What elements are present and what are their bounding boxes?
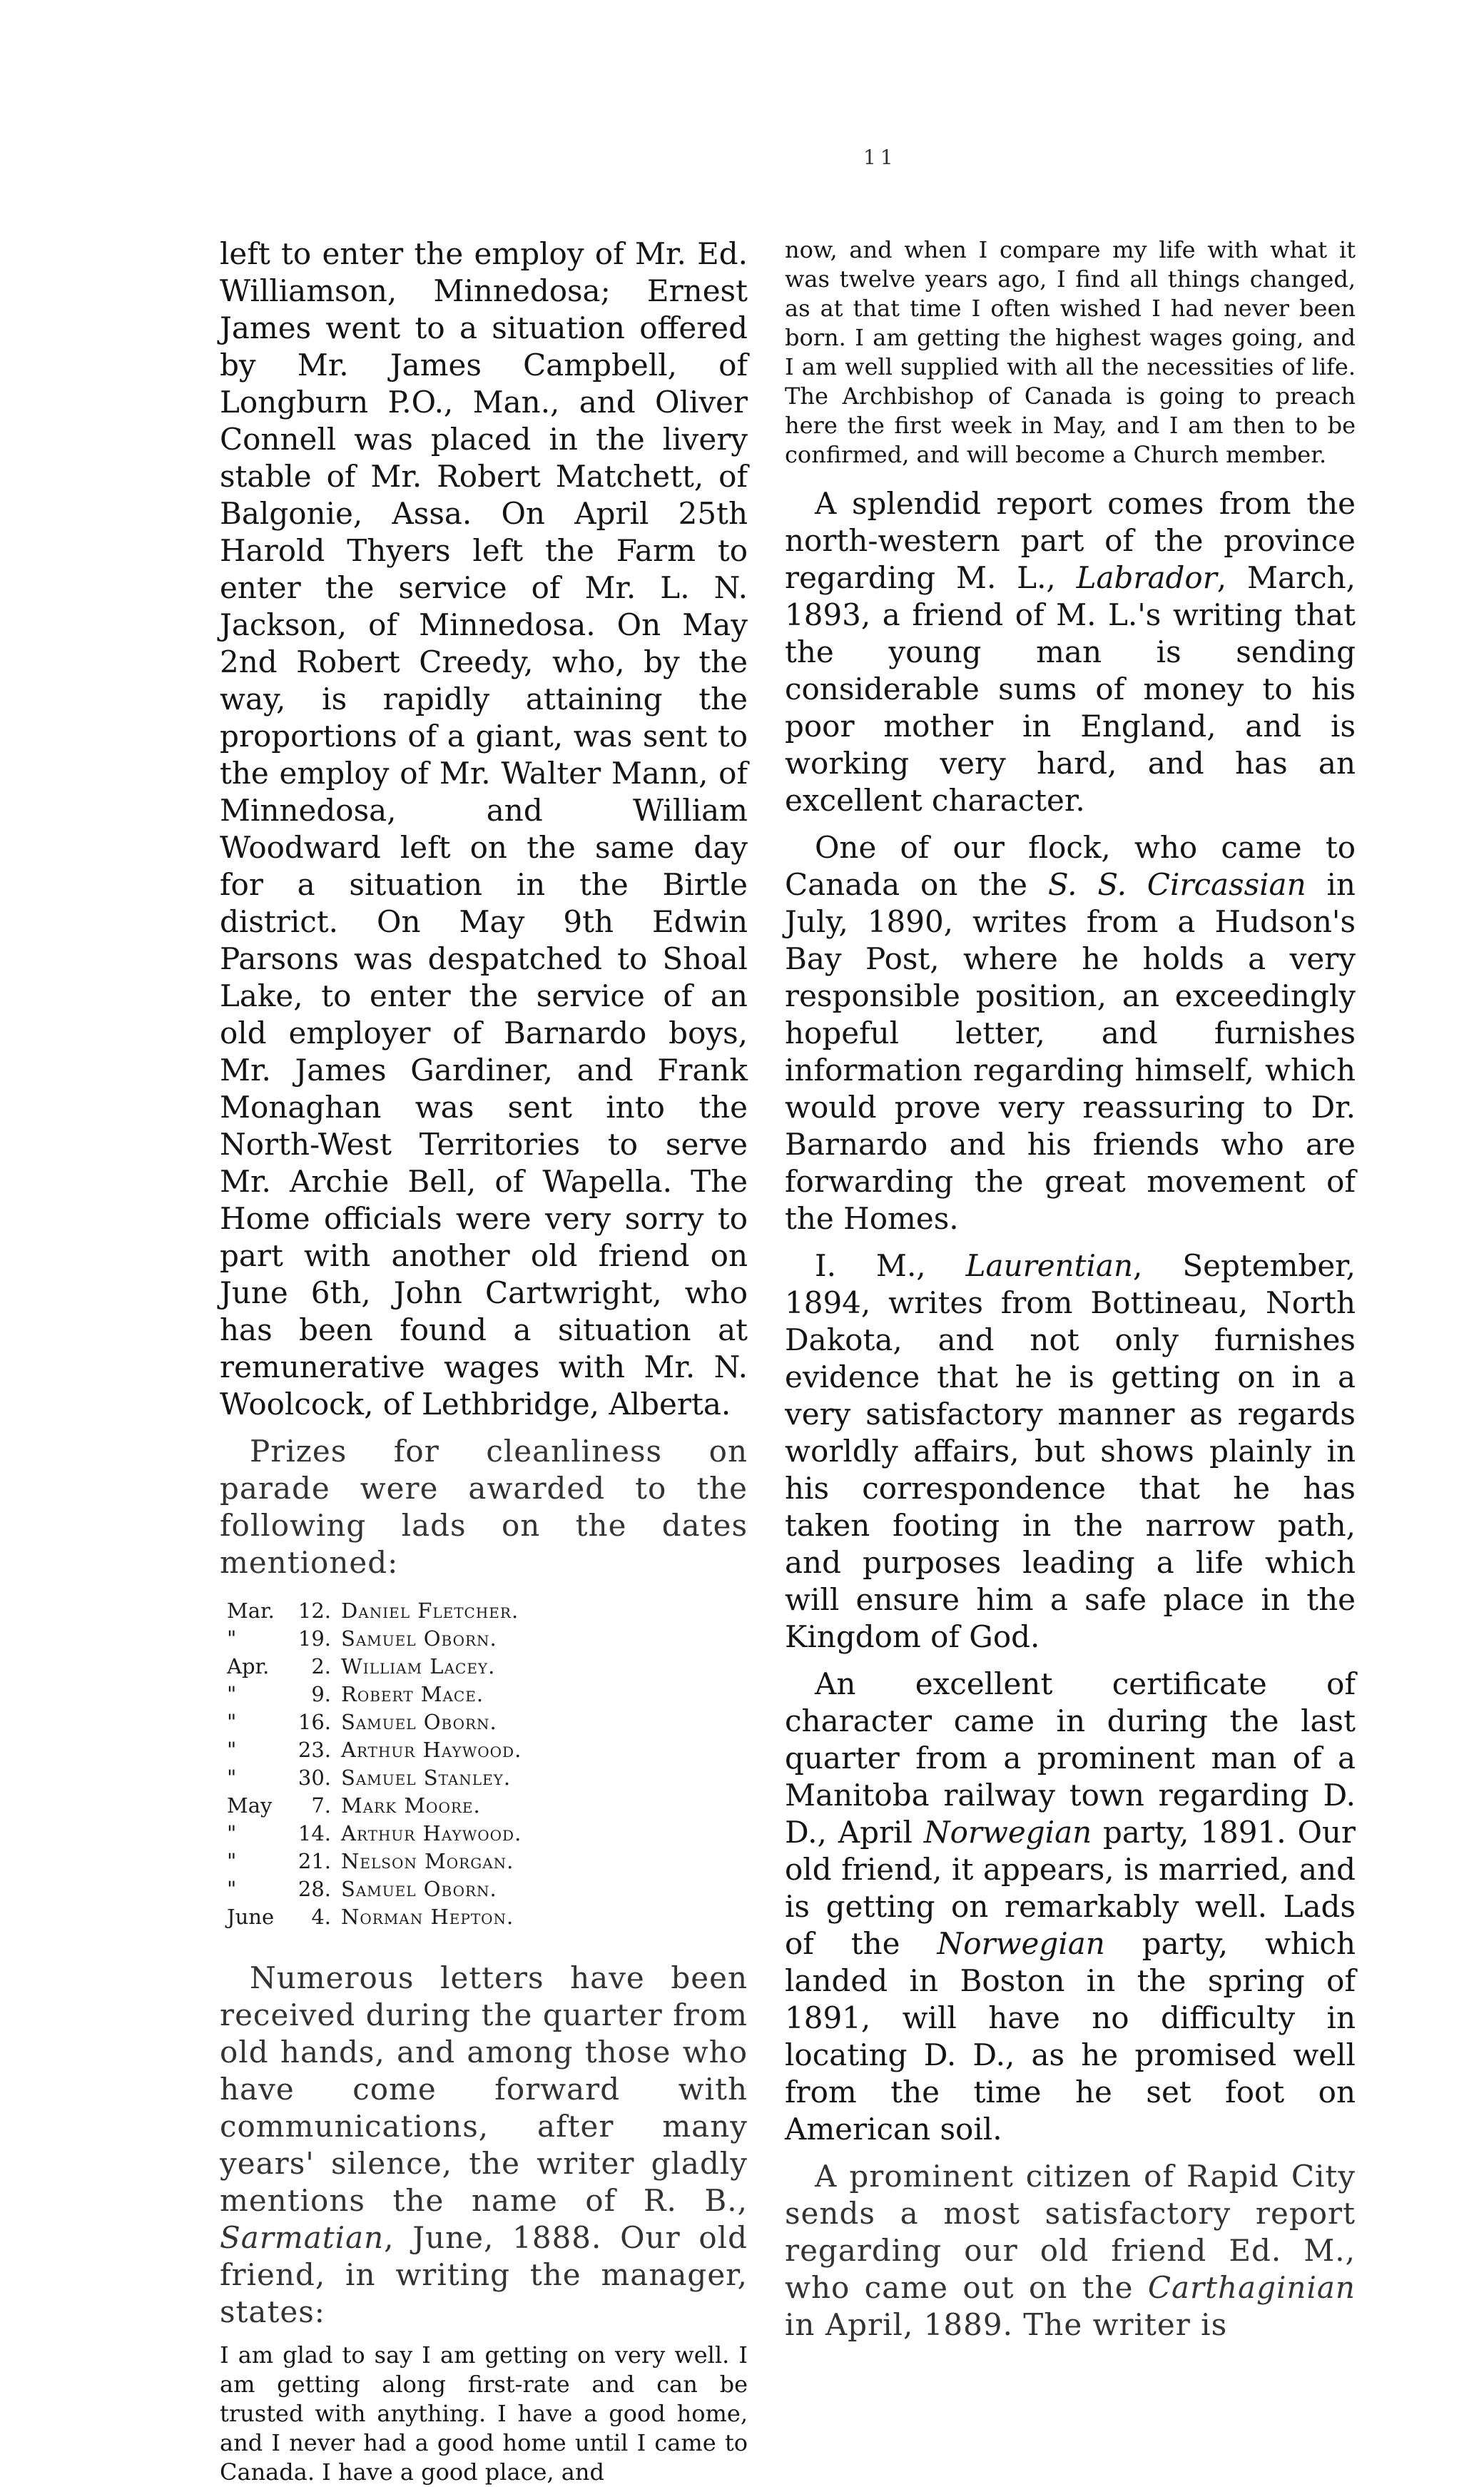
prize-row (227, 1681, 522, 1708)
right-paragraph-laurentian (785, 1247, 1356, 1656)
prize-month: June (227, 1905, 275, 1929)
text: in July, 1890, writes from a Hudson's Bay Post, where he holds a very responsible position, an exceedingly hopeful letter, and furnishes information regarding himself, which would prove very reassuring to Dr. Barnardo and his friends who are forwarding the great movement of the Homes. (785, 867, 1356, 1236)
prize-month: " (227, 1710, 237, 1734)
ship-name: Labrador (1076, 560, 1217, 595)
prize-row (227, 1875, 522, 1903)
prize-list (227, 1597, 522, 1931)
prize-month: " (227, 1766, 237, 1790)
ship-name: Laurentian (965, 1248, 1134, 1283)
text: A prominent citizen of Rapid City sends a most satisfactory report regarding our old friend Ed. M., who came out on the (785, 2159, 1356, 2305)
page-number: 11 (863, 146, 898, 169)
prize-row (227, 1625, 522, 1653)
prize-month: " (227, 1877, 237, 1901)
prize-name: Samuel Stanley. (341, 1766, 512, 1790)
letters-text-b: , June, 1888. Our old friend, in writing the manager, states: (220, 2220, 748, 2329)
prize-name: Norman Hepton. (341, 1905, 514, 1929)
prize-day: 28. (298, 1877, 331, 1901)
text: party, 1891. Our old friend, it appears, is married, and is getting on remarkably well. Lads of the (785, 1815, 1356, 1961)
prize-month: May (227, 1793, 273, 1818)
ship-name: Carthaginian (1147, 2270, 1356, 2305)
ship-name: Norwegian (937, 1926, 1105, 1961)
prize-name: Samuel Oborn. (341, 1626, 497, 1651)
prize-day: 2. (311, 1654, 331, 1678)
right-paragraph-labrador (785, 485, 1356, 819)
text: , March, 1893, a friend of M. L.'s writing that the young man is sending considerable sums of money to his poor mother in England, and is working very hard, and has an excellent character. (785, 560, 1356, 818)
prize-name: Samuel Oborn. (341, 1710, 497, 1734)
right-paragraph-carthaginian (785, 2158, 1356, 2344)
text: One of our flock, who came to Canada on the (785, 830, 1356, 902)
right-paragraph-norwegian (785, 1666, 1356, 2148)
prizes-intro-paragraph: Prizes for cleanliness on parade were awarded to the following lads on the dates mentioned: (220, 1434, 748, 1580)
prize-month: Apr. (227, 1654, 270, 1678)
prize-month: " (227, 1682, 237, 1706)
right-column (785, 235, 1356, 2354)
letters-text-a: Numerous letters have been received during the quarter from old hands, and among those who have come forward with communications, after many years' silence, the writer gladly mentions the name of R. B., (220, 1960, 748, 2218)
prize-name: Robert Mace. (341, 1682, 484, 1706)
prize-name: Daniel Fletcher. (341, 1599, 519, 1623)
prize-month: " (227, 1821, 237, 1845)
prize-name: Arthur Haywood. (341, 1738, 522, 1762)
prize-name: William Lacey. (341, 1654, 496, 1678)
prize-day: 7. (311, 1793, 331, 1818)
prize-day: 12. (298, 1599, 331, 1623)
text: A splendid report comes from the north-western part of the province regarding M. L., (785, 486, 1356, 595)
prize-month: " (227, 1626, 237, 1651)
ship-name: Sarmatian (220, 2220, 385, 2255)
prize-row (227, 1597, 522, 1625)
text: , September, 1894, writes from Bottineau, North Dakota, and not only furnishes evidence that he is getting on in a very satisfactory manner as regards worldly affairs, but shows plainly in his correspondence that he has taken footing in the narrow path, and purposes leading a life which will ensure him a safe place in the Kingdom of God. (785, 1248, 1356, 1654)
prize-month: " (227, 1849, 237, 1873)
prize-day: 23. (298, 1738, 331, 1762)
prize-name: Mark Moore. (341, 1793, 481, 1818)
prize-day: 21. (298, 1849, 331, 1873)
prize-day: 19. (298, 1626, 331, 1651)
letters-paragraph (220, 1960, 748, 2331)
prize-month: " (227, 1738, 237, 1762)
prize-row (227, 1820, 522, 1848)
prize-day: 4. (311, 1905, 331, 1929)
prize-row (227, 1736, 522, 1764)
prize-day: 30. (298, 1766, 331, 1790)
prize-row (227, 1792, 522, 1820)
prize-row (227, 1903, 522, 1931)
prize-name: Samuel Oborn. (341, 1877, 497, 1901)
text: An excellent certificate of character came in during the last quarter from a prominent man of a Manitoba railway town regarding D. D., April (785, 1666, 1356, 1850)
ship-name: S. S. Circassian (1047, 867, 1306, 902)
right-paragraph-circassian (785, 829, 1356, 1237)
text: I. M., (815, 1248, 966, 1283)
left-paragraph-1: left to enter the employ of Mr. Ed. Williamson, Minnedosa; Ernest James went to a situation offered by Mr. James Campbell, of Longburn P.O., Man., and Oliver Connell was placed in the livery stable of Mr. Robert Matchett, of Balgonie, Assa. On April 25th Harold Thyers left the Farm to enter the service of Mr. L. N. Jackson, of Minnedosa. On May 2nd Robert Creedy, who, by the way, is rapidly attaining the proportions of a giant, was sent to the employ of Mr. Walter Mann, of Minnedosa, and William Woodward left on the same day for a situation in the Birtle district. On May 9th Edwin Parsons was despatched to Shoal Lake, to enter the service of an old employer of Barnardo boys, Mr. James Gardiner, and Frank Monaghan was sent into the North-West Territories to serve Mr. Archie Bell, of Wapella. The Home officials were very sorry to part with another old friend on June 6th, John Cartwright, who has been found a situation at remunerative wages with Mr. N. Woolcock, of Lethbridge, Alberta. (220, 236, 748, 1422)
text: party, which landed in Boston in the spring of 1891, will have no difficulty in locating D. D., as he promised well from the time he set foot on American soil. (785, 1926, 1356, 2147)
text: in April, 1889. The writer is (785, 2307, 1228, 2342)
ship-name: Norwegian (923, 1815, 1092, 1850)
prize-row (227, 1848, 522, 1875)
prize-name: Nelson Morgan. (341, 1849, 514, 1873)
letter-excerpt-continued: now, and when I compare my life with what it was twelve years ago, I find all things changed, as at that time I often wished I had never been born. I am getting the highest wages going, and I am well supplied with all the necessities of life. The Archbishop of Canada is going to preach here the first week in May, and I am then to be confirmed, and will become a Church member. (785, 236, 1356, 468)
letter-excerpt-start: I am glad to say I am getting on very well. I am getting along first-rate and can be trusted with anything. I have a good home, and I never had a good home until I came to Canada. I have a good place, and (220, 2341, 748, 2486)
prize-day: 14. (298, 1821, 331, 1845)
prize-day: 16. (298, 1710, 331, 1734)
prize-row (227, 1653, 522, 1681)
prize-row (227, 1764, 522, 1792)
prize-month: Mar. (227, 1599, 275, 1623)
prize-name: Arthur Haywood. (341, 1821, 522, 1845)
prize-row (227, 1708, 522, 1736)
left-column (220, 235, 748, 2487)
prize-day: 9. (311, 1682, 331, 1706)
